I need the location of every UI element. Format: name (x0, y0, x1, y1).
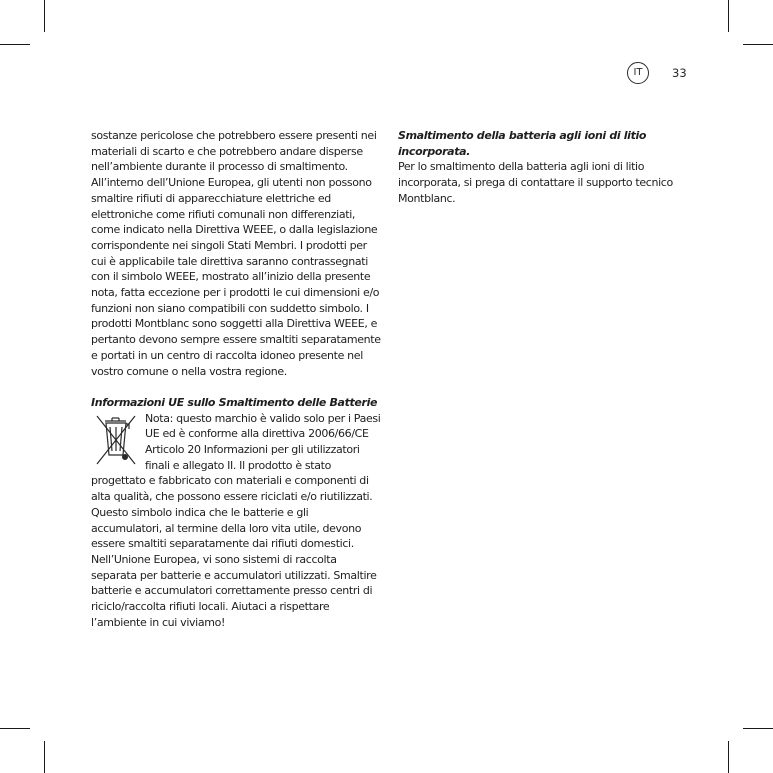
lithium-battery-text: Per lo smaltimento della batteria agli ioni di litio incorporata, si prega di contattare il supporto tecnico Montblanc. (398, 160, 673, 205)
crop-mark (728, 741, 729, 773)
crop-mark (743, 44, 773, 45)
paragraph-gap (91, 379, 381, 395)
crop-mark (0, 44, 30, 45)
battery-disposal-text: Nota: questo marchio è valido solo per i Paesi UE ed è conforme alla direttiva 2006/66/CE Articolo 20 Informazioni per gli utilizzatori finali e allegato II. Il prodotto è stato progettato e fabbricato con materiali e componenti di alta qualità, che possono essere riciclati e/o riutilizzati. Questo simbolo indica che le batterie e gli accumulatori, al termine della loro vita utile, devono essere smaltiti separatamente dai rifiuti domestici. Nell’Unione Europea, vi sono sistemi di raccolta separata per batterie e accumulatori utilizzati. Smaltire batterie e accumulatori correttamente presso centri di riciclo/raccolta rifiuti locali. Aiutaci a rispettare l’ambiente in cui viviamo! (91, 411, 381, 629)
lithium-battery-heading: Smaltimento della batteria agli ioni di litio incorporata. (398, 129, 647, 158)
crop-mark (0, 728, 30, 729)
left-column (91, 128, 381, 630)
language-badge: IT (627, 62, 649, 84)
crop-mark (728, 0, 729, 32)
crop-mark (44, 741, 45, 773)
crop-mark (743, 728, 773, 729)
battery-disposal-section (91, 411, 381, 631)
crop-mark (44, 0, 45, 32)
page-number: 33 (672, 66, 687, 80)
right-column (398, 128, 683, 207)
weee-paragraph: sostanze pericolose che potrebbero essere presenti nei materiali di scarto e che potrebbero andare disperse nell’ambiente durante il processo di smaltimento. All’interno dell’Unione Europea, gli utenti non possono smaltire rifiuti di apparecchiature elettriche ed elettroniche come rifiuti comunali non differenziati, come indicato nella Direttiva WEEE, o dalla legislazione corrispondente nei singoli Stati Membri. I prodotti per cui è applicabile tale direttiva saranno contrassegnati con il simbolo WEEE, mostrato all’inizio della presente nota, fatta eccezione per i prodotti le cui dimensioni e/o funzioni non siano compatibili con suddetto simbolo. I prodotti Montblanc sono soggetti alla Direttiva WEEE, e pertanto devono sempre essere smaltiti separatamente e portati in un centro di raccolta idoneo presente nel vostro comune o nella vostra regione. (91, 129, 381, 378)
crossed-out-wheelie-bin-icon (91, 412, 141, 468)
battery-disposal-heading: Informazioni UE sullo Smaltimento delle Batterie (91, 395, 378, 409)
